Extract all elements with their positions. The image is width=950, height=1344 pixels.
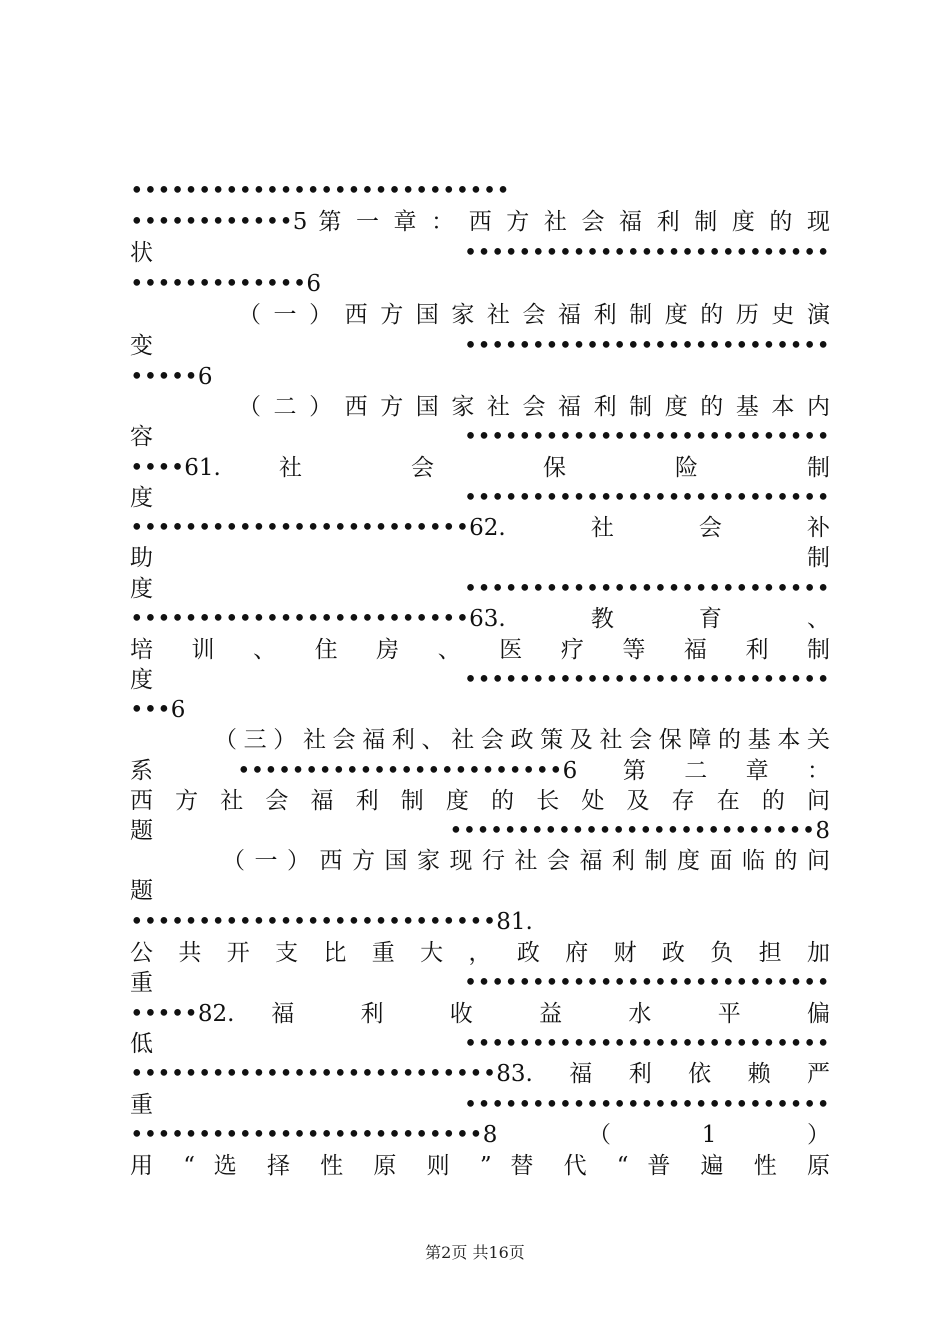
toc-line: •••••••••••••••••••••••••••83.福利依赖严: [130, 1061, 830, 1087]
toc-line: 题: [130, 878, 153, 904]
toc-line: 度 •••••••••••••••••••••••••••: [130, 485, 830, 511]
toc-line: 西 方 社 会 福 利 制 度 的 长 处 及 存 在 的 问: [130, 788, 830, 814]
toc-line: 助 制: [130, 545, 830, 571]
toc-line: （ 一 ） 西 方 国 家 社 会 福 利 制 度 的 历 史 演: [238, 302, 830, 328]
toc-line: 培 训 、 住 房 、 医 疗 等 福 利 制: [130, 637, 830, 663]
toc-line: 度 •••••••••••••••••••••••••••: [130, 576, 830, 602]
toc-line: •••••82. 福 利 收 益 水 平 偏: [130, 1001, 830, 1027]
toc-line: ••••61. 社 会 保 险 制: [130, 455, 830, 481]
toc-line: 用 “ 选 择 性 原 则 ” 替 代 “ 普 遍 性 原: [130, 1153, 830, 1179]
toc-line: •••••6: [130, 364, 213, 390]
toc-line: （三）社会福利、社会政策及社会保障的基本关: [214, 727, 830, 753]
toc-line: 重 •••••••••••••••••••••••••••: [130, 970, 830, 996]
toc-line: ••••••••••••••••••••••••••••: [130, 178, 510, 204]
toc-line: ••••••••••••5 第 一 章 ： 西 方 社 会 福 利 制 度 的 现: [130, 209, 830, 235]
toc-line: 容 •••••••••••••••••••••••••••: [130, 424, 830, 450]
toc-line: 度 •••••••••••••••••••••••••••: [130, 667, 830, 693]
toc-line: •••6: [130, 697, 186, 723]
toc-line: •••••••••••••••••••••••••63.教育、: [130, 606, 830, 632]
toc-line: •••••••••••••6: [130, 271, 321, 297]
toc-line: ••••••••••••••••••••••••••8（1）: [130, 1122, 830, 1148]
toc-line: （ 二 ） 西 方 国 家 社 会 福 利 制 度 的 基 本 内: [238, 394, 830, 420]
toc-line: 低 •••••••••••••••••••••••••••: [130, 1031, 830, 1057]
toc-line: •••••••••••••••••••••••••••81.: [130, 909, 533, 935]
toc-line: 题•••••••••••••••••••••••••••8: [130, 818, 830, 844]
toc-line: 状 •••••••••••••••••••••••••••: [130, 240, 830, 266]
toc-line: （ 一 ） 西 方 国 家 现 行 社 会 福 利 制 度 面 临 的 问: [222, 848, 830, 874]
toc-line: 变 •••••••••••••••••••••••••••: [130, 333, 830, 359]
toc-line: 重 •••••••••••••••••••••••••••: [130, 1092, 830, 1118]
toc-line: •••••••••••••••••••••••••62.社会补: [130, 515, 830, 541]
toc-line: 公 共 开 支 比 重 大 ， 政 府 财 政 负 担 加: [130, 940, 830, 966]
toc-line: 系 ••••••••••••••••••••••••6 第二章：: [130, 758, 830, 784]
page-footer: 第2页 共16页: [425, 1243, 525, 1262]
